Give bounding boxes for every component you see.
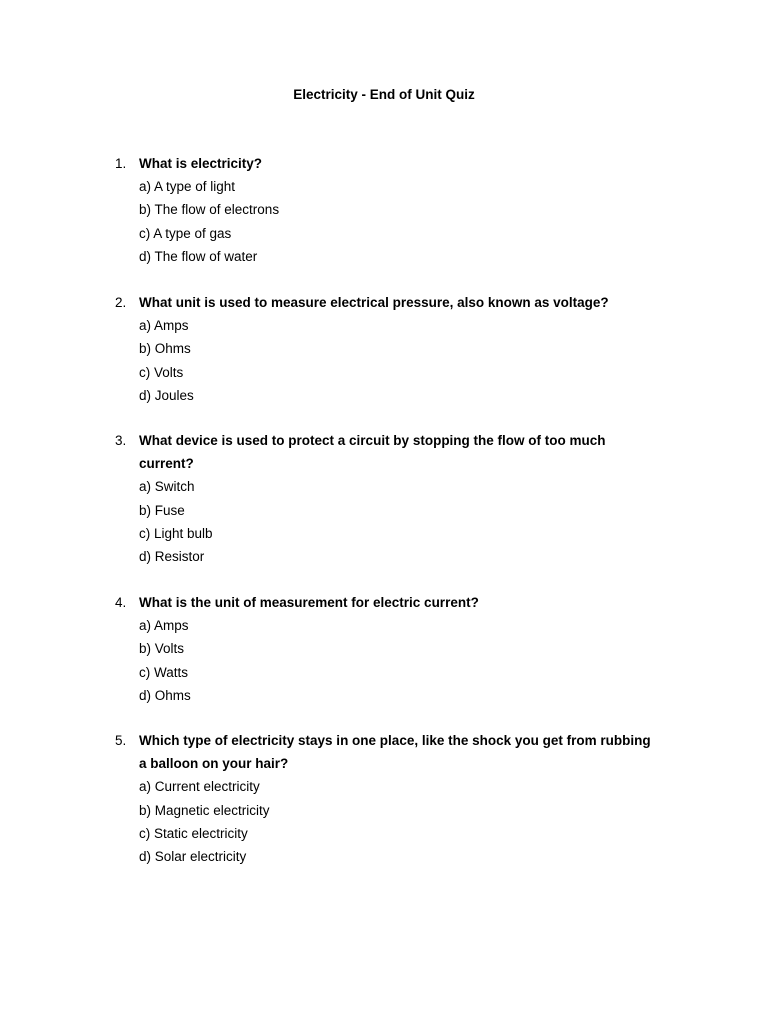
answer-options [139, 314, 655, 407]
question-2 [115, 291, 655, 407]
question-text: What is electricity? [139, 156, 263, 171]
answer-option-d: d) Resistor [139, 549, 205, 565]
answer-option-b: b) Ohms [139, 341, 191, 357]
answer-options [139, 614, 655, 707]
answer-option-b: b) The flow of electrons [139, 202, 280, 218]
answer-option-b: b) Magnetic electricity [139, 802, 270, 818]
answer-option-b: b) Fuse [139, 502, 185, 518]
answer-option-d: d) The flow of water [139, 248, 258, 264]
answer-option-c: c) A type of gas [139, 225, 232, 241]
answer-options [139, 175, 655, 268]
page-title: Electricity - End of Unit Quiz [293, 87, 475, 102]
answer-options [139, 475, 655, 568]
question-text: Which type of electricity stays in one place, like the shock you get from rubbing a balloon on your hair? [139, 733, 651, 772]
answer-option-c: c) Light bulb [139, 525, 213, 541]
answer-option-d: d) Joules [139, 387, 194, 403]
answer-option-c: c) Watts [139, 664, 188, 680]
answer-option-a: a) A type of light [139, 179, 236, 195]
question-number: 2. [115, 295, 127, 310]
answer-option-d: d) Solar electricity [139, 849, 247, 865]
answer-option-c: c) Static electricity [139, 825, 248, 841]
answer-option-d: d) Ohms [139, 687, 191, 703]
question-text: What device is used to protect a circuit by stopping the flow of too much current? [139, 433, 606, 472]
question-number: 1. [115, 156, 127, 171]
answer-option-b: b) Volts [139, 641, 185, 657]
question-1 [115, 152, 655, 268]
question-3 [115, 429, 655, 568]
answer-options [139, 775, 655, 868]
answer-option-a: a) Current electricity [139, 779, 260, 795]
question-4 [115, 591, 655, 707]
answer-option-a: a) Amps [139, 618, 189, 634]
question-number: 3. [115, 433, 127, 448]
answer-option-c: c) Volts [139, 364, 184, 380]
answer-option-a: a) Amps [139, 318, 189, 334]
answer-option-a: a) Switch [139, 479, 195, 495]
question-number: 5. [115, 733, 127, 748]
question-text: What is the unit of measurement for electric current? [139, 595, 479, 610]
question-text: What unit is used to measure electrical pressure, also known as voltage? [139, 295, 609, 310]
question-number: 4. [115, 595, 127, 610]
question-5 [115, 729, 655, 868]
